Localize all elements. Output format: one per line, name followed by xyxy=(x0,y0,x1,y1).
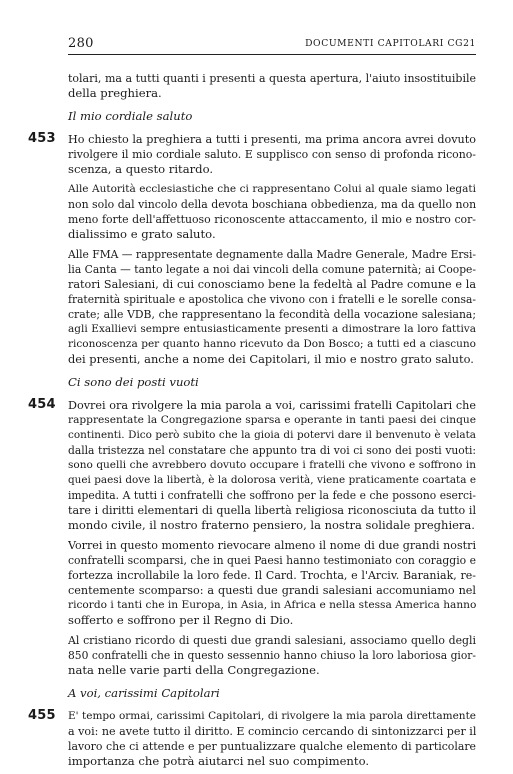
text-line: nata nelle varie parti della Congregazione. xyxy=(68,663,320,677)
text-line: non solo dal vincolo della devota boschiana obbedienza, ma da quello non xyxy=(68,198,476,211)
text-line: crate; alle VDB, che rappresentano la fecondità della vocazione salesiana; xyxy=(68,308,476,321)
text-line: scenza, a questo ritardo. xyxy=(68,162,214,176)
running-head: DOCUMENTI CAPITOLARI CG21 xyxy=(305,38,476,49)
text-line: fraternità spirituale e apostolica che vivono con i fratelli e le sorelle consa- xyxy=(68,293,476,306)
text-line: confratelli scomparsi, che in quei Paesi hanno testimoniato con coraggio e xyxy=(68,554,476,567)
text-line: dialissimo e grato saluto. xyxy=(68,227,216,241)
section-heading: A voi, carissimi Capitolari xyxy=(68,686,220,700)
section-heading: Il mio cordiale saluto xyxy=(68,109,193,123)
text-line: lia Canta — tanto legate a noi dai vincoli della comune paternità; ai Coope- xyxy=(68,263,476,276)
paragraph-number: 455 xyxy=(28,708,56,723)
text-line: rivolgere il mio cordiale saluto. E supplisco con senso di profonda ricono- xyxy=(68,148,476,161)
text-line: mondo civile, il nostro fraterno pensiero, la nostra solidale preghiera. xyxy=(68,518,475,532)
text-line: ratori Salesiani, di cui conosciamo bene la fedeltà al Padre comune e la xyxy=(68,278,476,291)
text-line: Vorrei in questo momento rievocare almeno il nome di due grandi nostri xyxy=(68,539,476,552)
text-line: Al cristiano ricordo di questi due grandi salesiani, associamo quello degli xyxy=(68,634,476,647)
page-header xyxy=(68,34,476,55)
text-line: Dovrei ora rivolgere la mia parola a voi, carissimi fratelli Capitolari che xyxy=(68,399,476,412)
text-line: quei paesi dove la libertà, è la dolorosa verità, viene praticamente coartata e xyxy=(68,474,476,486)
numbered-section-455 xyxy=(28,708,476,769)
paragraph xyxy=(68,709,476,769)
text-line: meno forte dell'affettuoso riconoscente attaccamento, il mio e nostro cor- xyxy=(68,213,476,226)
text-line: importanza che potrà aiutarci nel suo compimento. xyxy=(68,754,370,768)
text-line: sofferto e soffrono per il Regno di Dio. xyxy=(68,613,294,627)
text-line: dei presenti, anche a nome dei Capitolari, il mio e nostro grato saluto. xyxy=(68,352,474,366)
text-line: Ho chiesto la preghiera a tutti i presenti, ma prima ancora avrei dovuto xyxy=(68,133,476,146)
paragraph xyxy=(68,132,476,177)
text-line: agli Exallievi sempre entusiasticamente presenti a dimostrare la loro fattiva xyxy=(68,323,476,335)
text-line: E' tempo ormai, carissimi Capitolari, di rivolgere la mia parola direttamente xyxy=(68,710,476,722)
text-line: della preghiera. xyxy=(68,86,162,100)
text-line: 850 confratelli che in questo sessennio hanno chiuso la loro laboriosa gior- xyxy=(68,649,476,662)
page-number: 280 xyxy=(68,36,94,51)
text-line: dalla tristezza nel constatare che appunto tra di voi ci sono dei posti vuoti: xyxy=(68,444,476,457)
paragraph xyxy=(68,398,476,533)
text-line: riconoscenza per quanto hanno ricevuto da Don Bosco; a tutti ed a ciascuno xyxy=(68,338,476,350)
section-heading: Ci sono dei posti vuoti xyxy=(68,375,199,389)
text-line: a voi: ne avete tutto il diritto. E comincio cercando di sintonizzarci per il xyxy=(68,725,476,738)
text-line: fortezza incrollabile la loro fede. Il Card. Trochta, e l'Arciv. Baraniak, re- xyxy=(68,569,476,582)
text-line: tolari, ma a tutti quanti i presenti a questa apertura, l'aiuto insostituibile xyxy=(68,72,476,85)
numbered-section-454 xyxy=(28,397,476,678)
text-line: sono quelli che avrebbero dovuto occupare i fratelli che vivono e soffrono in xyxy=(68,459,476,471)
text-line: Alle Autorità ecclesiastiche che ci rappresentano Colui al quale siamo legati xyxy=(68,183,476,195)
numbered-section-453 xyxy=(28,131,476,367)
intro-paragraph xyxy=(68,71,476,101)
document-body xyxy=(28,71,476,774)
paragraph xyxy=(68,182,476,242)
text-line: Alle FMA — rappresentate degnamente dalla Madre Generale, Madre Ersi- xyxy=(68,248,476,261)
paragraph xyxy=(68,538,476,628)
text-line: ricordo i tanti che in Europa, in Asia, in Africa e nella stessa America hanno xyxy=(68,599,476,611)
text-line: tare i diritti elementari di quella libertà religiosa riconosciuta da tutto il xyxy=(68,504,476,517)
paragraph-number: 454 xyxy=(28,397,56,412)
text-line: rappresentate la Congregazione sparsa e operante in tanti paesi dei cinque xyxy=(68,414,476,426)
text-line: continenti. Dico però subito che la gioia di potervi dare il benvenuto è velata xyxy=(68,429,476,441)
text-line: lavoro che ci attende e per puntualizzare qualche elemento di particolare xyxy=(68,740,476,753)
paragraph xyxy=(68,633,476,678)
text-line: centemente scomparso: a questi due grandi salesiani accomuniamo nel xyxy=(68,584,476,597)
paragraph-number: 453 xyxy=(28,131,56,146)
paragraph xyxy=(68,247,476,367)
text-line: impedita. A tutti i confratelli che soffrono per la fede e che possono eserci- xyxy=(68,489,476,502)
